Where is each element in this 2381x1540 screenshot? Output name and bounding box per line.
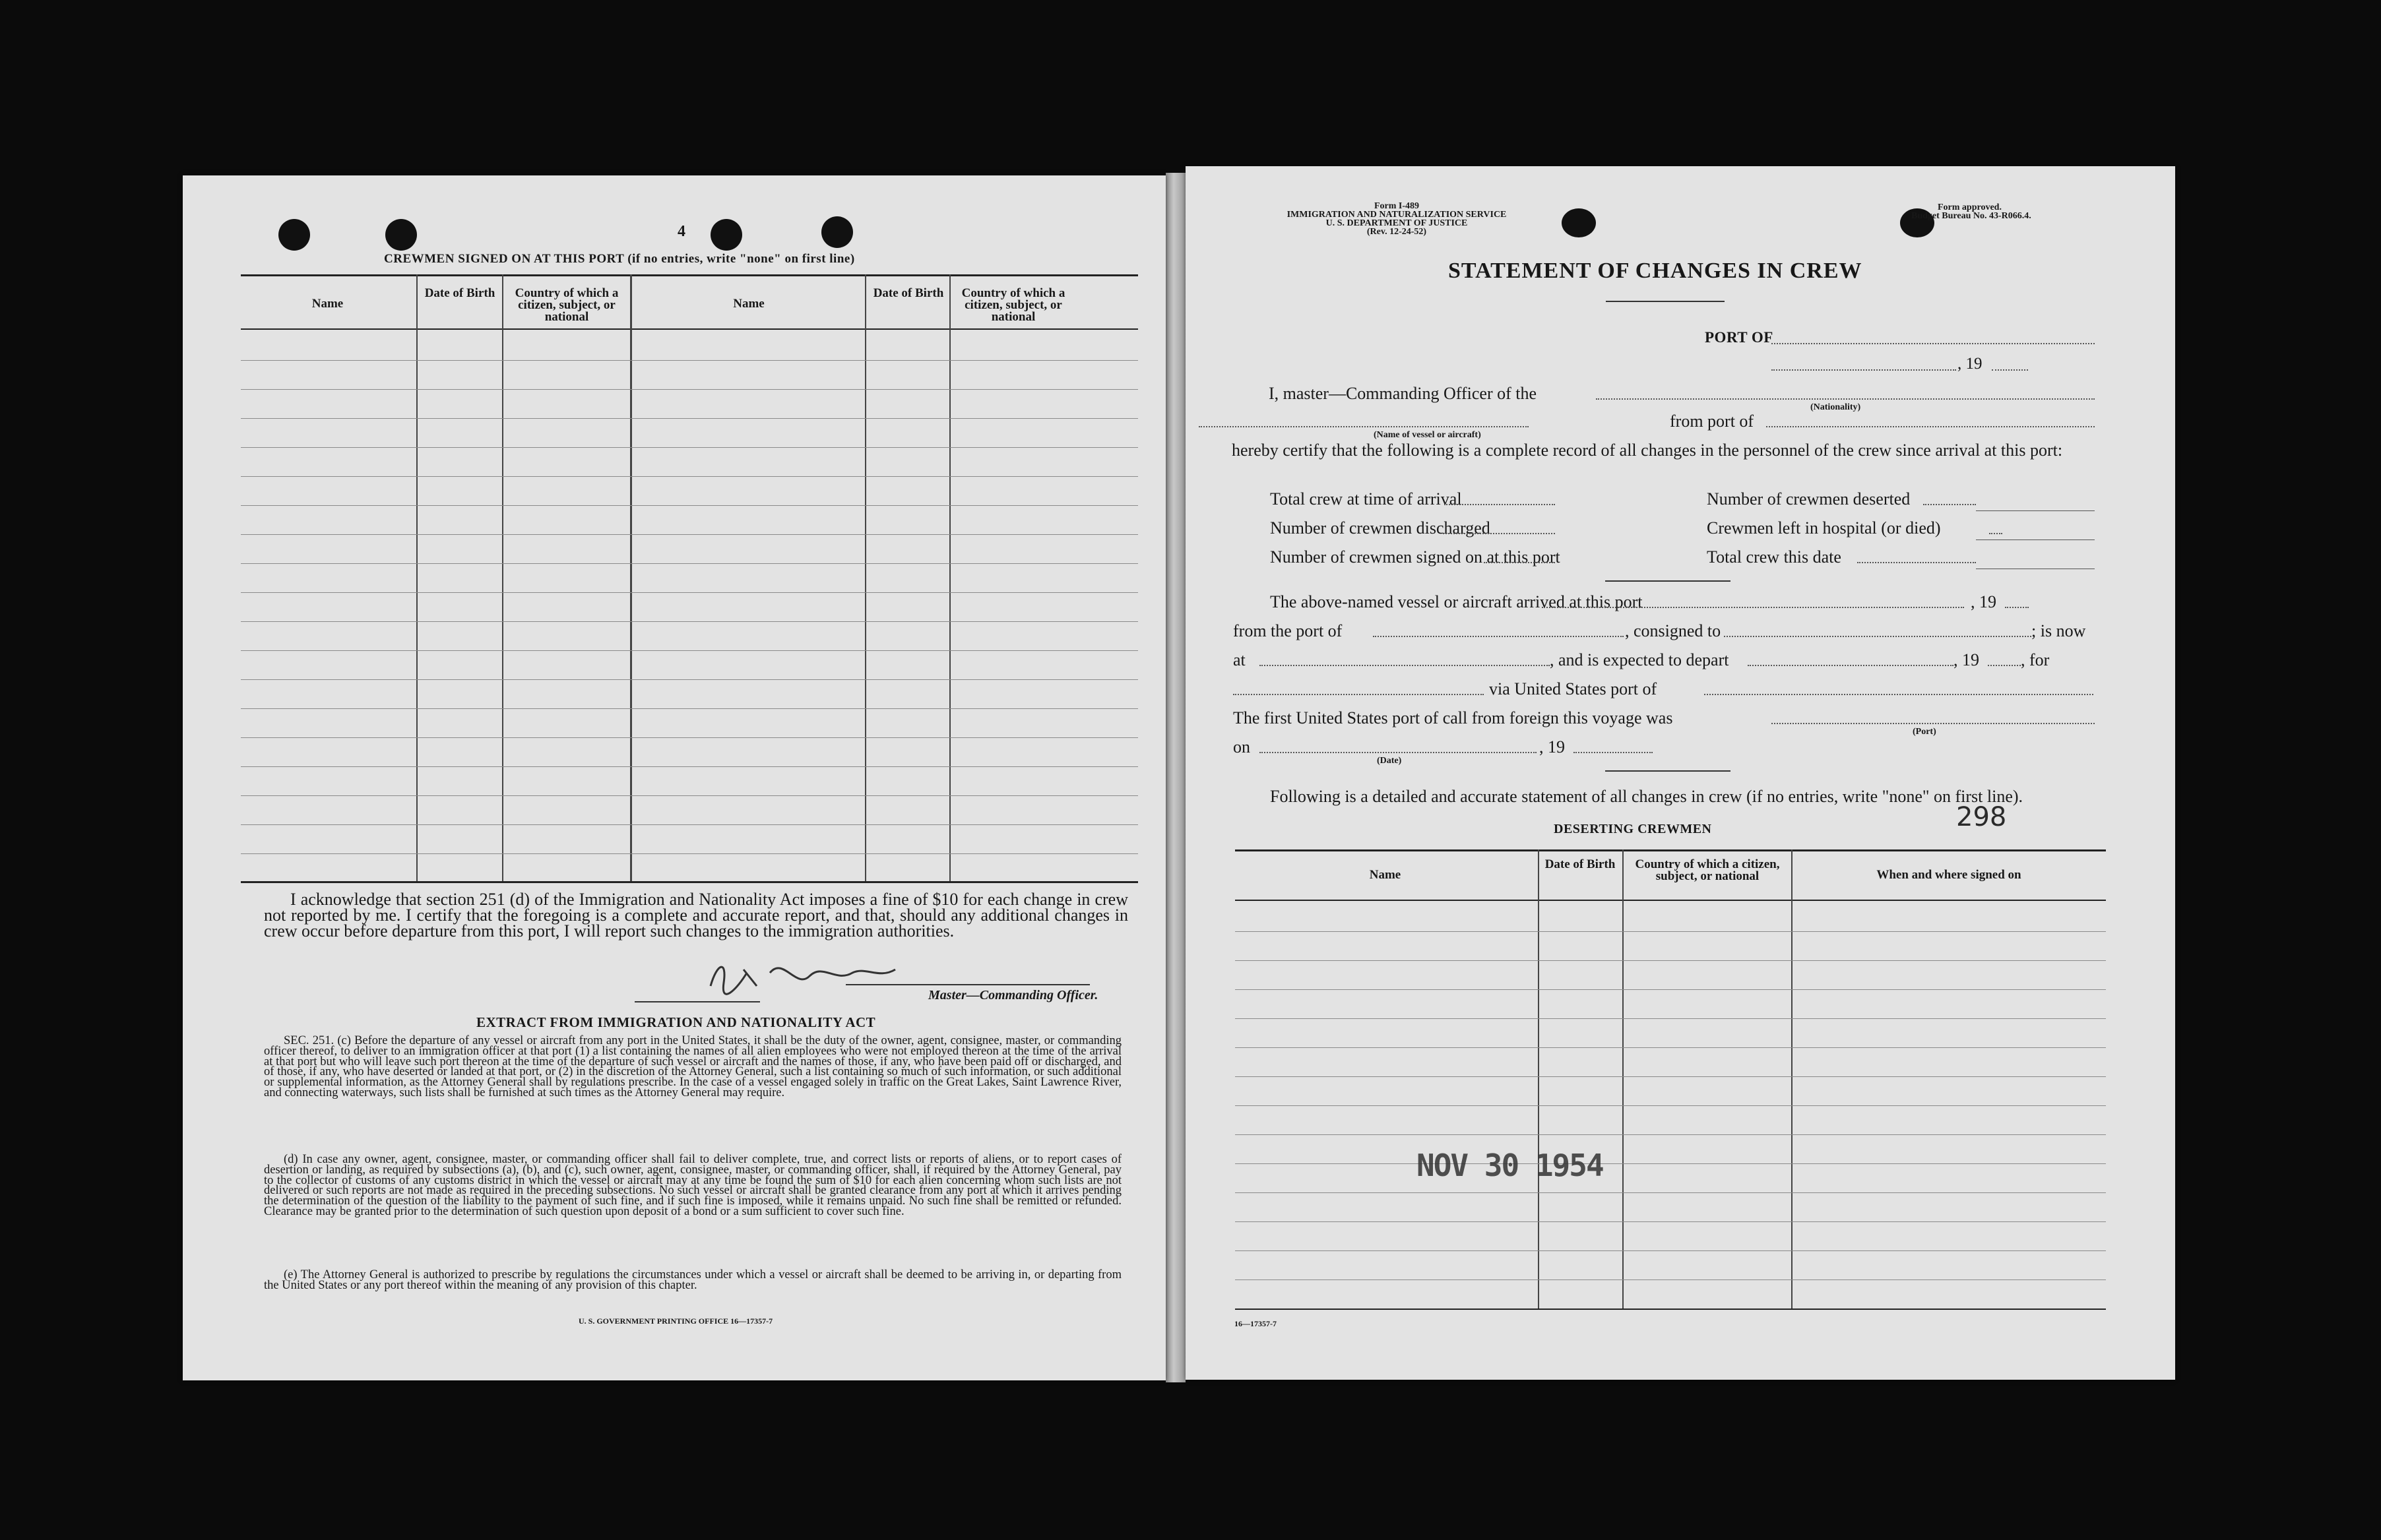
page-number: 4	[678, 223, 686, 240]
vessel-name-field[interactable]	[1199, 426, 1529, 427]
depart-date-field[interactable]	[1748, 665, 1953, 666]
total-arrival-label: Total crew at time of arrival	[1270, 489, 1462, 508]
punch-hole	[821, 216, 853, 248]
table-bottom-rule	[241, 881, 1138, 883]
punch-hole	[385, 219, 417, 251]
section-251-c: SEC. 251. (c) Before the departure of any vessel or aircraft from any port in the United States, it shall be the duty of the owner, agent, consignee, master, or commanding officer thereof, to deliver to an immigration officer at that port (1) a list containing the names of all alien employees who were not employed thereon at the time of the arrival at that port but who will leave such port thereon at the time of the departure of such vessel or aircraft and the names of those, if any, who have been paid off or discharged, and of those, if any, who have deserted or landed at that port, or (2) in the discretion of the Attorney General, such a list containing so much of such information, or such additional or supplemental information, as the Attorney General shall by regulations prescribe. In the case of a vessel engaged solely in traffic on the Great Lakes, Saint Lawrence River, and connecting waterways, such lists shall be furnished at such times as the Attorney General may require.	[264, 1034, 1122, 1099]
destination-field[interactable]	[1233, 694, 1484, 695]
arrival-year-prefix: , 19	[1971, 592, 1996, 611]
year-prefix: , 19	[1957, 355, 1983, 373]
hospital-label: Crewmen left in hospital (or died)	[1707, 518, 1941, 538]
consigned-to-field[interactable]	[1724, 636, 2031, 637]
punch-hole	[711, 219, 742, 251]
approval-line: Form approved.	[1938, 202, 2002, 212]
column-header: Country of which a citizen, subject, or national	[961, 286, 1065, 324]
divider	[635, 1001, 760, 1002]
signed-on-field[interactable]	[1484, 562, 1555, 563]
on-label: on	[1233, 737, 1250, 756]
date-label: (Date)	[1377, 756, 1402, 766]
from-port-field[interactable]	[1766, 426, 2095, 427]
footer-code: 16—17357-7	[1234, 1319, 1277, 1328]
total-this-date-field[interactable]	[1857, 562, 1976, 563]
first-port-year-prefix: , 19	[1539, 737, 1565, 756]
master-signature	[697, 950, 908, 1002]
deserted-field[interactable]	[1923, 504, 1976, 505]
total-this-date-label: Total crew this date	[1707, 547, 1841, 567]
first-port-label: The first United States port of call from foreign this voyage was	[1233, 708, 1673, 727]
section-251-d: (d) In case any owner, agent, consignee, master, or commanding officer shall fail to deliver complete, true, and correct lists or reports of aliens, or to report cases of desertion or landing, as required by subsections (a), (b), and (c), such owner, agent, consignee, master, or commanding officer, shall, if required by the Attorney General, pay to the collector of customs of any customs district in which the vessel or aircraft may at any time be found the sum of $10 for each alien concerning whom such lists are not delivered or such reports are not made as required in the preceding subsections. No such vessel or aircraft shall be granted clearance from any port at which it arrives pending the determination of the question of the liability to the payment of such fine, and if such fine is imposed, while it remains unpaid. No such fine shall be remitted or refunded. Clearance may be granted prior to the determination of such question upon deposit of a bond or a sum sufficient to cover such fine.	[264, 1153, 1122, 1218]
vessel-label: (Name of vessel or aircraft)	[1374, 430, 1481, 440]
table-header-rule	[1235, 900, 2106, 901]
via-port-field[interactable]	[1704, 694, 2093, 695]
column-header: When and where signed on	[1876, 868, 2021, 882]
nationality-label: (Nationality)	[1810, 402, 1861, 412]
right-page	[1186, 166, 2175, 1380]
deserted-label: Number of crewmen deserted	[1707, 489, 1911, 508]
via-label: via United States port of	[1489, 679, 1657, 698]
date-received-stamp: NOV 30 1954	[1416, 1148, 1603, 1183]
port-of-label: PORT OF	[1705, 329, 1773, 346]
column-header: Date of Birth	[873, 286, 944, 300]
extract-title: EXTRACT FROM IMMIGRATION AND NATIONALITY ACT	[476, 1014, 876, 1030]
department-name: U. S. DEPARTMENT OF JUSTICE	[1325, 218, 1468, 228]
form-number: Form I-489	[1374, 201, 1420, 211]
certify-text: hereby certify that the following is a complete record of all changes in the personnel of the crew since arrival at this port:	[1232, 441, 2063, 460]
table-top-rule	[1235, 849, 2106, 851]
deserting-crewmen-heading: DESERTING CREWMEN	[1554, 822, 1712, 836]
at-field[interactable]	[1259, 665, 1550, 666]
date-field[interactable]	[1771, 369, 1956, 371]
discharged-label: Number of crewmen discharged	[1270, 518, 1490, 538]
first-port-year-field[interactable]	[1573, 752, 1653, 753]
title-underline	[1606, 301, 1725, 302]
following-text: Following is a detailed and accurate statement of all changes in crew (if no entries, write "none" on first line).	[1270, 787, 2023, 806]
column-header: Name	[733, 297, 765, 311]
arrival-label: The above-named vessel or aircraft arrived at this port	[1270, 592, 1643, 611]
total-arrival-field[interactable]	[1444, 504, 1555, 505]
signature-line	[846, 984, 1090, 985]
port-label: (Port)	[1913, 727, 1936, 737]
year-field[interactable]	[1992, 369, 2028, 371]
column-header: Date of Birth	[1544, 857, 1616, 871]
signed-on-label: Number of crewmen signed on at this port	[1270, 547, 1560, 567]
left-page	[183, 175, 1166, 1380]
expected-depart-label: , and is expected to depart	[1550, 650, 1729, 669]
column-header: Country of which a citizen, subject, or national	[1635, 857, 1780, 883]
column-header: Name	[1369, 868, 1401, 882]
column-header: Country of which a citizen, subject, or national	[515, 286, 619, 324]
handwritten-number: 298	[1956, 802, 2007, 832]
form-approval	[1911, 203, 2122, 220]
acknowledgment-text: I acknowledge that section 251 (d) of the Immigration and Nationality Act imposes a fine of $10 for each change in crew not reported by me. I certify that the foregoing is a complete and accurate report, and that, should any additional changes in crew occur before departure from this port, I will report such changes to the immigration authorities.	[264, 890, 1128, 940]
table-top-rule	[241, 274, 1138, 276]
punch-hole	[278, 219, 310, 251]
signature-caption: Master—Commanding Officer.	[928, 988, 1098, 1002]
arrival-year-field[interactable]	[2005, 607, 2029, 608]
punch-hole	[1562, 208, 1596, 237]
agency-name: IMMIGRATION AND NATURALIZATION SERVICE	[1286, 210, 1507, 220]
first-port-field[interactable]	[1771, 723, 2095, 724]
port-of-field[interactable]	[1771, 343, 2095, 344]
depart-year-field[interactable]	[1988, 665, 2021, 666]
divider	[1605, 580, 1730, 582]
column-header: Date of Birth	[424, 286, 495, 300]
approval-line: Budget Bureau No. 43-R066.4.	[1911, 211, 2031, 221]
nationality-field[interactable]	[1596, 398, 2095, 400]
at-label: at	[1233, 650, 1246, 669]
consigned-to-label: , consigned to	[1625, 621, 1721, 640]
for-label: , for	[2021, 650, 2050, 669]
from-the-port-field[interactable]	[1373, 636, 1624, 637]
divider	[1605, 770, 1730, 772]
table-bottom-rule	[1235, 1309, 2106, 1310]
revision-date: (Rev. 12-24-52)	[1366, 227, 1427, 237]
printer-line: U. S. GOVERNMENT PRINTING OFFICE 16—17357-7	[579, 1316, 773, 1326]
first-port-date-field[interactable]	[1259, 752, 1537, 753]
discharged-field[interactable]	[1443, 533, 1555, 534]
arrival-field[interactable]	[1542, 607, 1964, 608]
master-line: I, master—Commanding Officer of the	[1269, 384, 1537, 403]
section-251-e: (e) The Attorney General is authorized to prescribe by regulations the circumstances under which a vessel or aircraft shall be deemed to be arriving in, or departing from the United States or any port thereof within the meaning of any provision of this chapter.	[264, 1268, 1122, 1292]
page-gutter	[1166, 173, 1186, 1382]
is-now-label: ; is now	[2031, 621, 2086, 640]
column-header: Name	[311, 297, 344, 311]
from-port-of-label: from port of	[1670, 412, 1754, 431]
form-title: STATEMENT OF CHANGES IN CREW	[1448, 259, 1862, 283]
form-header	[1232, 202, 1562, 236]
depart-year-prefix: , 19	[1953, 650, 1979, 669]
hospital-field[interactable]	[1989, 533, 2002, 534]
crewmen-signed-on-heading: CREWMEN SIGNED ON AT THIS PORT (if no entries, write "none" on first line)	[384, 252, 855, 266]
table-header-rule	[241, 328, 1138, 330]
from-the-port-label: from the port of	[1233, 621, 1343, 640]
